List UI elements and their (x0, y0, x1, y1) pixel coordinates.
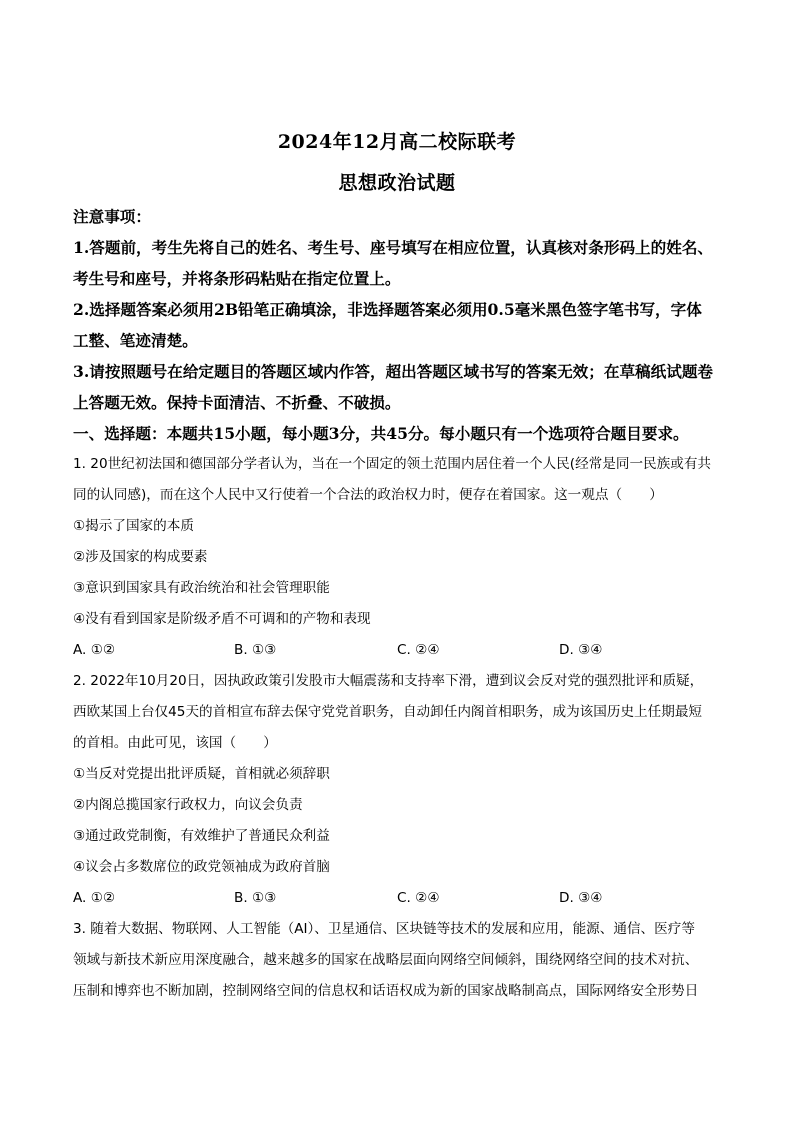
q1-option-b: B. ①③ (234, 642, 277, 658)
exam-subtitle: 思想政治试题 (338, 172, 456, 194)
notes-line: 2.选择题答案必须用2B铅笔正确填涂，非选择题答案必须用0.5毫米黑色签字笔书写，字体 (73, 300, 702, 319)
q2-stem-line: 2. 2022年10月20日，因执政政策引发股市大幅震荡和支持率下滑，遭到议会反对党的强烈批评和质疑， (73, 673, 704, 689)
q2-option-c: C. ②④ (397, 890, 440, 906)
q2-option-d: D. ③④ (559, 890, 603, 906)
q2-option-b: B. ①③ (234, 890, 277, 906)
q1-item: ①揭示了国家的本质 (73, 518, 194, 534)
notes-line: 上答题无效。保持卡面清洁、不折叠、不破损。 (73, 393, 401, 412)
q3-stem-line: 领域与新技术新应用深度融合，越来越多的国家在战略层面向网络空间倾斜，围绕网络空间的技术对抗、 (73, 952, 699, 968)
notes-heading: 注意事项： (73, 207, 151, 226)
q2-options (73, 883, 723, 914)
notes-line: 3.请按照题号在给定题目的答题区域内作答，超出答题区域书写的答案无效；在草稿纸试题卷 (73, 362, 714, 381)
q1-option-a: A. ①② (73, 642, 116, 658)
q2-stem-line: 的首相。由此可见，该国（ ） (73, 735, 277, 751)
section-heading: 一、选择题：本题共15小题，每小题3分，共45分。每小题只有一个选项符合题目要求。 (73, 424, 689, 443)
q1-stem-line: 1. 20世纪初法国和德国部分学者认为，当在一个固定的领土范围内居住着一个人民(经常是同一民族或有共 (73, 456, 712, 472)
q1-item: ③意识到国家具有政治统治和社会管理职能 (73, 580, 330, 596)
q1-options (73, 635, 723, 666)
q1-stem-line: 同的认同感)，而在这个人民中又行使着一个合法的政治权力时，便存在着国家。这一观点（ ） (73, 487, 663, 503)
q1-item: ④没有看到国家是阶级矛盾不可调和的产物和表现 (73, 611, 371, 627)
q3-stem-line: 3. 随着大数据、物联网、人工智能（AI）、卫星通信、区块链等技术的发展和应用，能源、通信、医疗等 (73, 921, 695, 937)
q1-item: ②涉及国家的构成要素 (73, 549, 208, 565)
q3-stem-line: 压制和博弈也不断加剧，控制网络空间的信息权和话语权成为新的国家战略制高点，国际网络安全形势日 (73, 983, 699, 999)
q2-stem-line: 西欧某国上台仅45天的首相宣布辞去保守党党首职务，自动卸任内阁首相职务，成为该国历史上任期最短 (73, 704, 703, 720)
q2-item: ④议会占多数席位的政党领袖成为政府首脑 (73, 859, 330, 875)
q1-option-d: D. ③④ (559, 642, 603, 658)
q2-item: ②内阁总揽国家行政权力，向议会负责 (73, 797, 303, 813)
q2-item: ①当反对党提出批评质疑，首相就必须辞职 (73, 766, 330, 782)
q2-option-a: A. ①② (73, 890, 116, 906)
notes-line: 工整、笔迹清楚。 (73, 331, 198, 350)
q2-item: ③通过政党制衡，有效维护了普通民众利益 (73, 828, 330, 844)
notes-section (73, 201, 723, 1007)
exam-title: 2024年12月高二校际联考 (277, 131, 517, 153)
q1-option-c: C. ②④ (397, 642, 440, 658)
notes-line: 考生号和座号，并将条形码粘贴在指定位置上。 (73, 269, 401, 288)
notes-line: 1.答题前，考生先将自己的姓名、考生号、座号填写在相应位置，认真核对条形码上的姓名、 (73, 238, 714, 257)
